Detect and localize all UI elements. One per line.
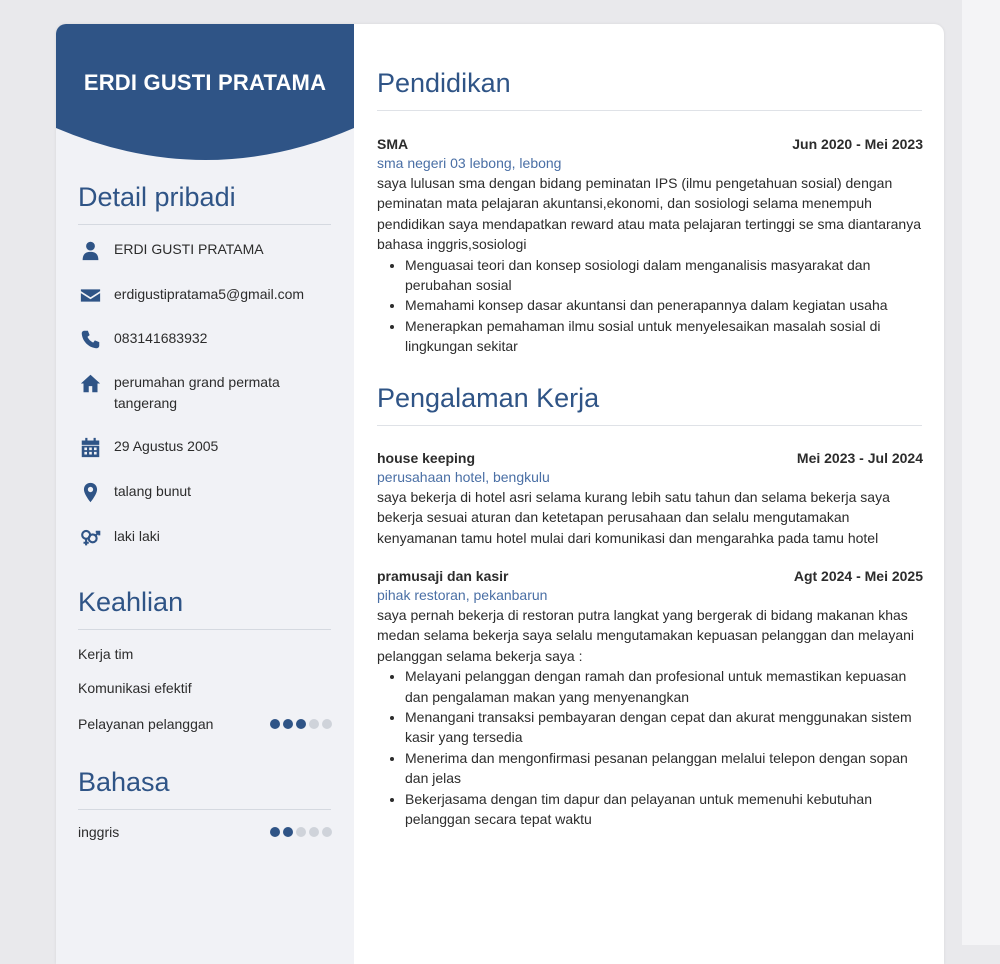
section-divider (78, 224, 331, 225)
rating-dot-filled (283, 827, 293, 837)
detail-gender-row (78, 526, 338, 548)
detail-phone-row (78, 328, 338, 350)
section-divider (377, 110, 922, 111)
rating-dot-empty (309, 827, 319, 837)
list-item: • Memahami konsep dasar akuntansi dan penerapannya dalam kegiatan usaha (405, 295, 923, 315)
detail-gender-text: laki laki (114, 528, 160, 544)
entry-bullet-list (377, 666, 923, 829)
list-item: • Bekerjasama dengan tim dapur dan pelayanan untuk memenuhi kebutuhan pelanggan secara tepat waktu (405, 789, 923, 830)
experience-entry (377, 449, 923, 548)
skill-level-rating (270, 719, 332, 729)
skill-name: Komunikasi efektif (78, 680, 192, 696)
rating-dot-filled (296, 719, 306, 729)
entry-role: SMA (377, 136, 409, 152)
language-level-rating (270, 827, 332, 837)
detail-phone-text[interactable]: 083141683932 (114, 330, 208, 346)
detail-birthdate-text: 29 Agustus 2005 (114, 438, 219, 454)
section-divider (78, 629, 331, 630)
rating-dot-filled (270, 719, 280, 729)
education-entry (377, 135, 923, 357)
education-section-title: Pendidikan (377, 68, 511, 98)
experience-entry (377, 567, 923, 829)
phone-icon (78, 328, 102, 350)
entry-organization: pihak restoran, pekanbarun (377, 587, 548, 603)
detail-location-row (78, 481, 338, 503)
sidebar (56, 24, 354, 964)
entry-bullet-list (377, 255, 923, 357)
entry-description: saya pernah bekerja di restoran putra langkat yang bergerak di bidang makanan khas medan selama bekerja saya selalu mengutamakan kepuasan pelanggan dan melayani pelanggan selama bekerja saya : (377, 607, 915, 664)
page-background-strip (962, 0, 1000, 945)
detail-address-row (78, 372, 338, 414)
skill-name: Kerja tim (78, 646, 134, 662)
detail-email-row (78, 284, 338, 306)
gender-icon (78, 526, 102, 548)
detail-birthdate-row (78, 436, 338, 458)
user-icon (78, 239, 102, 261)
list-item: • Menangani transaksi pembayaran dengan cepat dan akurat menggunakan sistem kasir yang tersedia (405, 707, 923, 748)
calendar-icon (78, 436, 102, 458)
entry-description: saya lulusan sma dengan bidang peminatan IPS (ilmu pengetahuan sosial) dengan peminatan mata pelajaran akuntansi,ekonomi, dan sosiologi selama menempuh pendidikan saya mendapatkan reward atau mata pelajaran tertinggi se sma diantaranya bahasa inggris,sosiologi (377, 175, 922, 253)
entry-dates: Mei 2023 - Jul 2024 (796, 450, 923, 466)
skill-item (78, 646, 332, 662)
list-item: • Menerima dan mengonfirmasi pesanan pelanggan melalui telepon dengan sopan dan jelas (405, 748, 923, 789)
rating-dot-empty (322, 827, 332, 837)
languages-section-title: Bahasa (78, 767, 170, 797)
entry-role: house keeping (377, 450, 476, 466)
rating-dot-empty (309, 719, 319, 729)
detail-location-text: talang bunut (114, 483, 192, 499)
resume-sheet (56, 24, 944, 964)
section-divider (78, 809, 331, 810)
experience-section-title: Pengalaman Kerja (377, 383, 600, 413)
language-name: inggris (78, 824, 120, 840)
candidate-name: ERDI GUSTI PRATAMA (83, 70, 327, 95)
entry-organization: perusahaan hotel, bengkulu (377, 469, 550, 485)
envelope-icon (78, 284, 102, 306)
list-item: • Melayani pelanggan dengan ramah dan profesional untuk memastikan kepuasan dan pengalaman makan yang menyenangkan (405, 666, 923, 707)
entry-dates: Agt 2024 - Mei 2025 (793, 568, 923, 584)
entry-dates: Jun 2020 - Mei 2023 (792, 136, 923, 152)
language-item (78, 824, 332, 840)
detail-address-text: perumahan grand permata tangerang (114, 374, 280, 411)
rating-dot-empty (322, 719, 332, 729)
entry-description: saya bekerja di hotel asri selama kurang lebih satu tahun dan selama bekerja saya bekerja sesuai aturan dan ketetapan perusahaan dan selalu mengutamakan kenyamanan tamu hotel mulai dari komunikasi dan mengarahka pada tamu hotel (377, 489, 890, 546)
section-divider (377, 425, 922, 426)
skill-name: Pelayanan pelanggan (78, 716, 214, 732)
rating-dot-filled (283, 719, 293, 729)
main-content (376, 24, 924, 964)
skill-item (78, 716, 332, 732)
home-icon (78, 372, 102, 394)
map-pin-icon (78, 481, 102, 503)
entry-organization: sma negeri 03 lebong, lebong (377, 155, 562, 171)
skill-item (78, 680, 332, 696)
detail-name-text: ERDI GUSTI PRATAMA (114, 241, 264, 257)
list-item: • Menerapkan pemahaman ilmu sosial untuk menyelesaikan masalah sosial di lingkungan sekitar (405, 316, 923, 357)
rating-dot-empty (296, 827, 306, 837)
rating-dot-filled (270, 827, 280, 837)
skills-section-title: Keahlian (78, 587, 184, 617)
entry-role: pramusaji dan kasir (377, 568, 509, 584)
list-item: • Menguasai teori dan konsep sosiologi dalam menganalisis masyarakat dan perubahan sosial (405, 255, 923, 296)
personal-section-title: Detail pribadi (78, 182, 236, 212)
detail-name-row (78, 239, 338, 261)
detail-email-text[interactable]: erdigustipratama5@gmail.com (114, 286, 305, 302)
